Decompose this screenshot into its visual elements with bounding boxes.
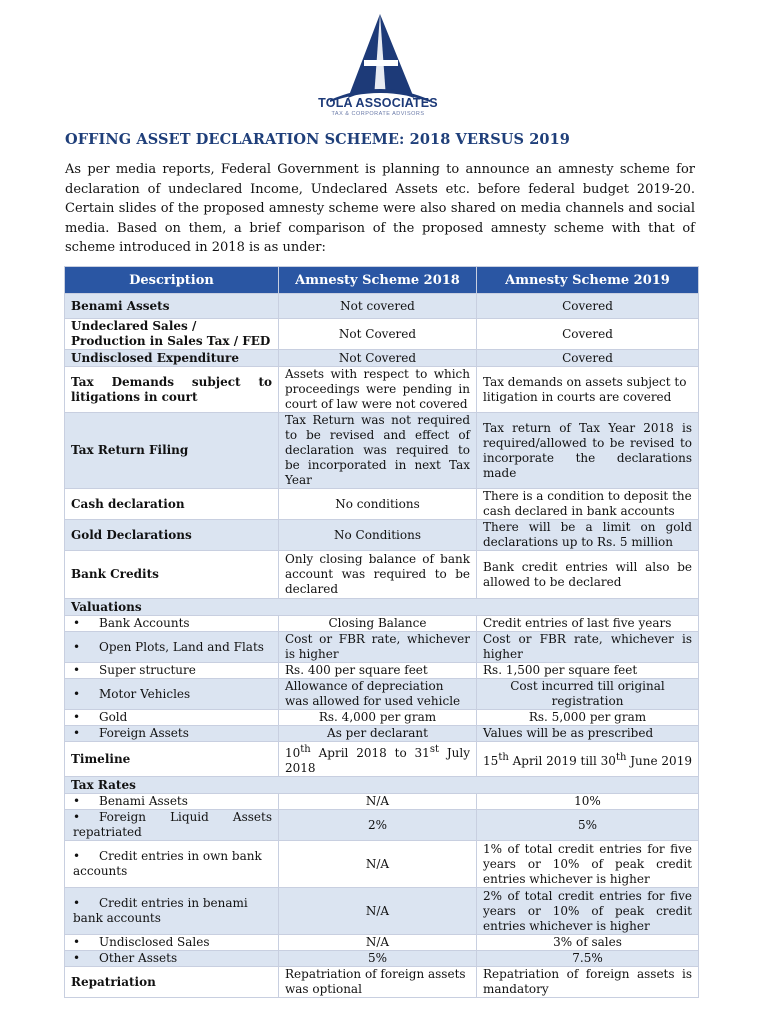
cell-2018: Closing Balance <box>279 616 477 632</box>
row-label-text: Motor Vehicles <box>99 686 191 701</box>
table-row <box>65 951 699 967</box>
bullet-icon: • <box>73 896 81 910</box>
row-label-text: Foreign Liquid Assets repatriated <box>73 810 272 839</box>
row-label: Repatriation <box>65 967 279 998</box>
bullet-icon: • <box>73 616 81 630</box>
bullet-icon: • <box>73 686 81 701</box>
table-row <box>65 679 699 710</box>
row-label-text: Benami Assets <box>99 794 188 808</box>
bullet-icon: • <box>73 935 81 949</box>
row-label-text: Foreign Assets <box>99 726 189 740</box>
header-2018: Amnesty Scheme 2018 <box>279 267 477 294</box>
table-row <box>65 967 699 998</box>
cell-2019: There will be a limit on gold declarations up to Rs. 5 million <box>477 520 699 551</box>
bullet-icon: • <box>73 951 81 965</box>
row-label <box>65 888 279 935</box>
cell-2018: Not Covered <box>279 350 477 367</box>
header-description: Description <box>65 267 279 294</box>
cell-2019: Covered <box>477 294 699 319</box>
cell-2019: Cost incurred till original registration <box>477 679 699 710</box>
cell-2018: Rs. 400 per square feet <box>279 663 477 679</box>
row-label: Timeline <box>65 742 279 777</box>
table-row <box>65 367 699 413</box>
row-label-text: Credit entries in own bank accounts <box>73 849 262 878</box>
row-label-text: Other Assets <box>99 951 178 965</box>
row-label-text: Super structure <box>99 663 196 677</box>
row-label: Undisclosed Expenditure <box>65 350 279 367</box>
brand-name: TOLA ASSOCIATES <box>318 96 438 110</box>
logo-triangle-icon <box>328 14 432 102</box>
table-row <box>65 413 699 489</box>
cell-2019: Tax return of Tax Year 2018 is required/allowed to be revised to incorporate the declarations made <box>477 413 699 489</box>
cell-2018: Not covered <box>279 294 477 319</box>
cell-2019 <box>477 742 699 777</box>
row-label-text: Open Plots, Land and Flats <box>99 639 264 654</box>
table-row <box>65 935 699 951</box>
cell-2019: Rs. 1,500 per square feet <box>477 663 699 679</box>
cell-2018: Not Covered <box>279 319 477 350</box>
row-label-text: Undisclosed Sales <box>99 935 210 949</box>
row-label <box>65 726 279 742</box>
intro-paragraph: As per media reports, Federal Government is planning to announce an amnesty scheme for declaration of undeclared Income, Undeclared Assets etc. before federal budget 2019-20. Certain slides of the proposed amnesty scheme were also shared on media channels and social media. Based on them, a brief comparison of the proposed amnesty scheme with that of scheme introduced in 2018 is as under: <box>65 162 695 255</box>
cell-2018: No conditions <box>279 489 477 520</box>
section-label: Valuations <box>65 599 699 616</box>
cell-2019: Credit entries of last five years <box>477 616 699 632</box>
table-row <box>65 520 699 551</box>
table-row-timeline <box>65 742 699 777</box>
section-row-valuations <box>65 599 699 616</box>
bullet-icon: • <box>73 663 81 677</box>
page-title: OFFING ASSET DECLARATION SCHEME: 2018 VERSUS 2019 <box>65 131 570 148</box>
bullet-icon: • <box>73 794 81 808</box>
cell-2019: Covered <box>477 350 699 367</box>
cell-2018: N/A <box>279 888 477 935</box>
cell-2019: 10% <box>477 794 699 810</box>
date-part: 15 <box>483 753 499 768</box>
row-label: Cash declaration <box>65 489 279 520</box>
row-label <box>65 679 279 710</box>
cell-2018: N/A <box>279 794 477 810</box>
cell-2018: Allowance of depreciation was allowed for used vehicle <box>279 679 477 710</box>
date-part: 10 <box>285 746 301 760</box>
row-label <box>65 810 279 841</box>
table-row <box>65 810 699 841</box>
row-label <box>65 841 279 888</box>
cell-2019: 2% of total credit entries for five years or 10% of peak credit entries whichever is higher <box>477 888 699 935</box>
cell-2018: Tax Return was not required to be revised and effect of declaration was required to be incorporated in next Tax Year <box>279 413 477 489</box>
cell-2019: Cost or FBR rate, whichever is higher <box>477 632 699 663</box>
cell-2018: Cost or FBR rate, whichever is higher <box>279 632 477 663</box>
row-label <box>65 632 279 663</box>
cell-2019: 1% of total credit entries for five years or 10% of peak credit entries whichever is higher <box>477 841 699 888</box>
row-label-text: Credit entries in benami bank accounts <box>73 896 248 925</box>
row-label-text: Gold <box>99 710 128 724</box>
row-label: Undeclared Sales / Production in Sales Tax / FED <box>65 319 279 350</box>
row-label: Gold Declarations <box>65 520 279 551</box>
table-row <box>65 294 699 319</box>
row-label: Bank Credits <box>65 551 279 599</box>
cell-2019: Repatriation of foreign assets is mandatory <box>477 967 699 998</box>
row-label: Tax Demands subject to litigations in court <box>65 367 279 413</box>
row-label: Benami Assets <box>65 294 279 319</box>
cell-2018 <box>279 742 477 777</box>
table-row <box>65 888 699 935</box>
cell-2018: As per declarant <box>279 726 477 742</box>
table-row <box>65 726 699 742</box>
table-row <box>65 319 699 350</box>
date-suffix: th <box>300 744 311 755</box>
date-part: April 2019 till 30 <box>508 753 616 768</box>
cell-2019: Covered <box>477 319 699 350</box>
row-label <box>65 616 279 632</box>
table-header-row <box>65 267 699 294</box>
date-part: April 2018 to 31 <box>310 746 430 760</box>
bullet-icon: • <box>73 710 81 724</box>
row-label <box>65 935 279 951</box>
cell-2018: Only closing balance of bank account was required to be declared <box>279 551 477 599</box>
bullet-icon: • <box>73 849 81 863</box>
cell-2018: 2% <box>279 810 477 841</box>
cell-2019: 3% of sales <box>477 935 699 951</box>
cell-2019: 7.5% <box>477 951 699 967</box>
cell-2019: Bank credit entries will also be allowed to be declared <box>477 551 699 599</box>
bullet-icon: • <box>73 639 81 654</box>
table-row <box>65 841 699 888</box>
row-label <box>65 710 279 726</box>
date-part: June 2019 <box>626 753 692 768</box>
cell-2018: No Conditions <box>279 520 477 551</box>
cell-2019: Rs. 5,000 per gram <box>477 710 699 726</box>
cell-2018: 5% <box>279 951 477 967</box>
table-row <box>65 616 699 632</box>
bullet-icon: • <box>73 726 81 740</box>
table-row <box>65 551 699 599</box>
cell-2018: Assets with respect to which proceedings were pending in court of law were not covered <box>279 367 477 413</box>
table-row <box>65 632 699 663</box>
row-label: Tax Return Filing <box>65 413 279 489</box>
table-row <box>65 350 699 367</box>
cell-2018: N/A <box>279 841 477 888</box>
row-label-text: Bank Accounts <box>99 616 190 630</box>
section-label: Tax Rates <box>65 777 699 794</box>
date-part: July 2018 <box>285 746 470 775</box>
row-label <box>65 951 279 967</box>
cell-2019: Values will be as prescribed <box>477 726 699 742</box>
table-row <box>65 489 699 520</box>
date-suffix: th <box>615 751 627 763</box>
header-2019: Amnesty Scheme 2019 <box>477 267 699 294</box>
cell-2019: There is a condition to deposit the cash declared in bank accounts <box>477 489 699 520</box>
table-row <box>65 663 699 679</box>
cell-2018: Rs. 4,000 per gram <box>279 710 477 726</box>
section-row-tax-rates <box>65 777 699 794</box>
date-suffix: th <box>498 751 509 763</box>
cell-2019: Tax demands on assets subject to litigation in courts are covered <box>477 367 699 413</box>
row-label <box>65 663 279 679</box>
row-label <box>65 794 279 810</box>
bullet-icon: • <box>73 810 81 824</box>
comparison-table <box>64 266 699 998</box>
cell-2018: Repatriation of foreign assets was optional <box>279 967 477 998</box>
cell-2019: 5% <box>477 810 699 841</box>
table-row <box>65 710 699 726</box>
brand-tagline: TAX & CORPORATE ADVISORS <box>331 111 425 117</box>
table-row <box>65 794 699 810</box>
date-suffix: st <box>429 744 439 755</box>
cell-2018: N/A <box>279 935 477 951</box>
